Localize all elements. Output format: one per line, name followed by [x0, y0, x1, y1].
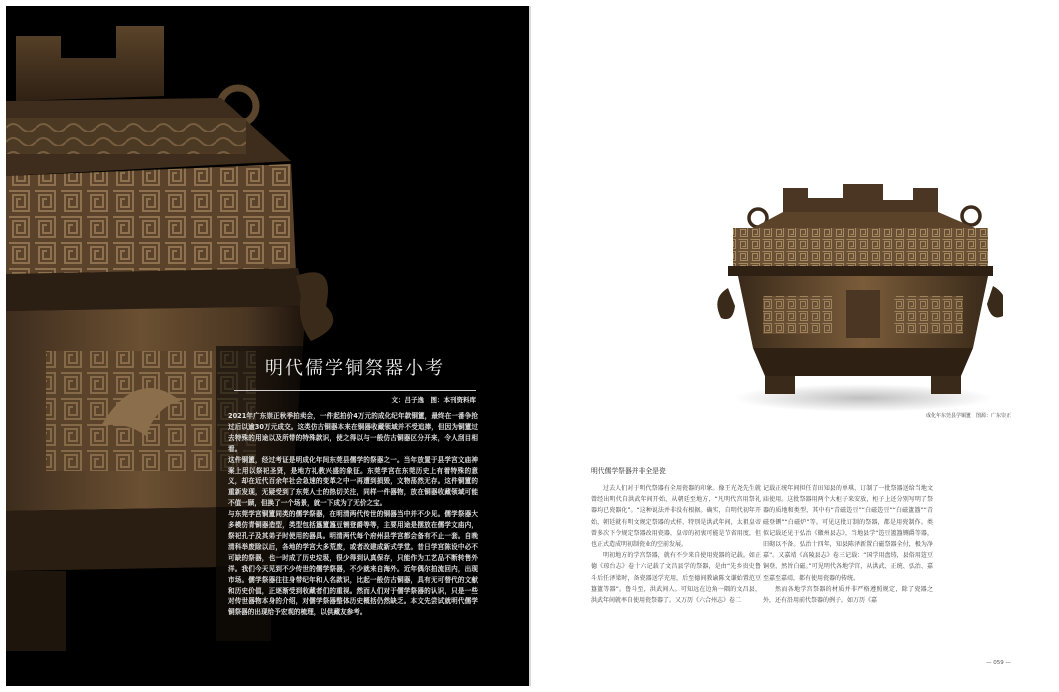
byline: 文：吕子逸 图：本刊资料库: [391, 396, 476, 404]
intro-paragraph: 这件铜簠，经过考证是明成化年间东莞县儒学的祭器之一。当年放置于县学宫文庙神案上用以祭祀圣贤，是地方礼教兴盛的象征。东莞学宫在东莞历史上有着特殊的意义，却在近代百余年社会急速的变革之中一再遭到损毁，文物荡然无存。这件铜簠的重新发现，无疑受到了东莞人士的热切关注，同样一件器物，放在铜器收藏领域可能不值一顾，但换了一个场景，就一下成为了无价之宝。: [228, 455, 478, 508]
right-page: [531, 6, 1053, 686]
title-block: [234, 354, 476, 404]
photo-caption: 成化年东莞县学铜簠 图源：广东崇正: [925, 413, 1011, 419]
bronze-fu-vessel-photo: [713, 178, 1003, 414]
body-paragraph: 然而各地学宫祭器的材质并非严格遵照规定，除了瓷器之外，还有沿用前代祭器的例子。如万历《嘉: [763, 585, 933, 605]
body-paragraph: 明初地方的学宫祭器，就有不少来自使用瓷器的记载。如正德《琼台志》卷十六记载了文昌县学的祭器，是由“先乡贵史鲁斗后任泽梁时，备瓷器送学充用，后至德间教谕陈文谦始置范豆簋簠等器”。鲁斗至，洪武间人。可知远在边角一隅的文昌县，洪武年间就率自使用瓷祭器了。又万历《六合州志》卷二: [591, 552, 761, 605]
section-title: 明代儒学祭器并非全是瓷: [591, 467, 666, 475]
intro-paragraph: 与东莞学宫铜簠同类的儒学祭器，在明清两代传世的铜器当中并不少见。儒学祭器大多模仿青铜器造型，类型包括簋簠簋豆铏登爵等等，主要用途是摆放在儒学文庙内，祭祀孔子及其弟子时使用的器具。明清两代每个府州县学宫都会备有不止一套。自晚清科举废除以后，各地的学宫大多荒废，或者改建成新式学堂。昔日学宫陈设中必不可缺的祭器，也一时成了历史垃圾，很少得到认真保存，只能作为工艺品不断转售外洋。我们今天见到不少传世的儒学祭器，不少就来自海外。近年偶尔拍流回内，出现市场。儒学祭器往往身带纪年和人名款识，比起一般仿古铜器，具有无可替代的文献和历史价值，正逐渐受到收藏者们的重视。然而人们对于儒学祭器的认识，只是一些对传世器物本身的介绍，对儒学祭器整体历史概括仍然缺乏。本文先尝试就明代儒学铜祭器的出现给予宏观的梳理，以供藏友参考。: [228, 510, 478, 617]
page-number: — 059 —: [986, 660, 1011, 666]
title-rule: [234, 390, 476, 391]
body-paragraph: 记载正统年间担任青田知县的单琪，订制了一批祭器送给当地文庙使用。这批祭器用两个大柜子来安放，柜子上还分别写明了祭器的质地和类型，其中有“青磁笾豆”“白磁笾豆”“白磁簠簋”“青磁登铏”“白磁炉”等。可见这批订制的祭器，都是用瓷制作。类似记载还见于弘治《徽州县志》，当地县学“笾豆簠簋铏爵等器，旧砌以不备。弘治十四年，知县陈泽新置白磁祭器全付，极为净嘉”。又嘉靖《高陵县志》卷三记载：“国学用盘铸，县俗用笾豆铜登，然旨白磁。”可见明代各地学宫，从洪武、正统、弘治、嘉至嘉至嘉靖，都有使用瓷器的传统。: [763, 485, 933, 582]
body-column-1: [591, 483, 761, 606]
intro-paragraph: 2021年广东崇正秋季拍卖会，一件起拍价4万元的成化纪年款铜簠，最终在一番争抢过后以逾30万元成交。这类仿古铜器本来在铜器收藏领域并不受追捧，但因为铜簠过去特殊的用途以及所带的特殊款识，使之得以与一般仿古铜器区分开来，令人刮目相看。: [228, 412, 478, 453]
intro-text: [228, 411, 478, 618]
body-paragraph: 过去人们对于明代祭器有全用瓷器的印象。像王光尧先生就曾经出明代自洪武年间开始，从朝廷至地方，“凡明代宫用祭礼器均已瓷器化”。“这种说法并非没有根据。确实，自明代初年开始，朝廷就有明文规定祭器的式样，特别是洪武年间，太祖皇帝曾多次下令规定祭器改用瓷器，皇帝的初衷可能是节省用度，但也正式造成明初制瓷业的空前发展。: [591, 485, 761, 549]
article-title: 明代儒学铜祭器小考: [265, 358, 445, 379]
body-column-2: [763, 483, 933, 606]
left-page: [6, 6, 529, 686]
